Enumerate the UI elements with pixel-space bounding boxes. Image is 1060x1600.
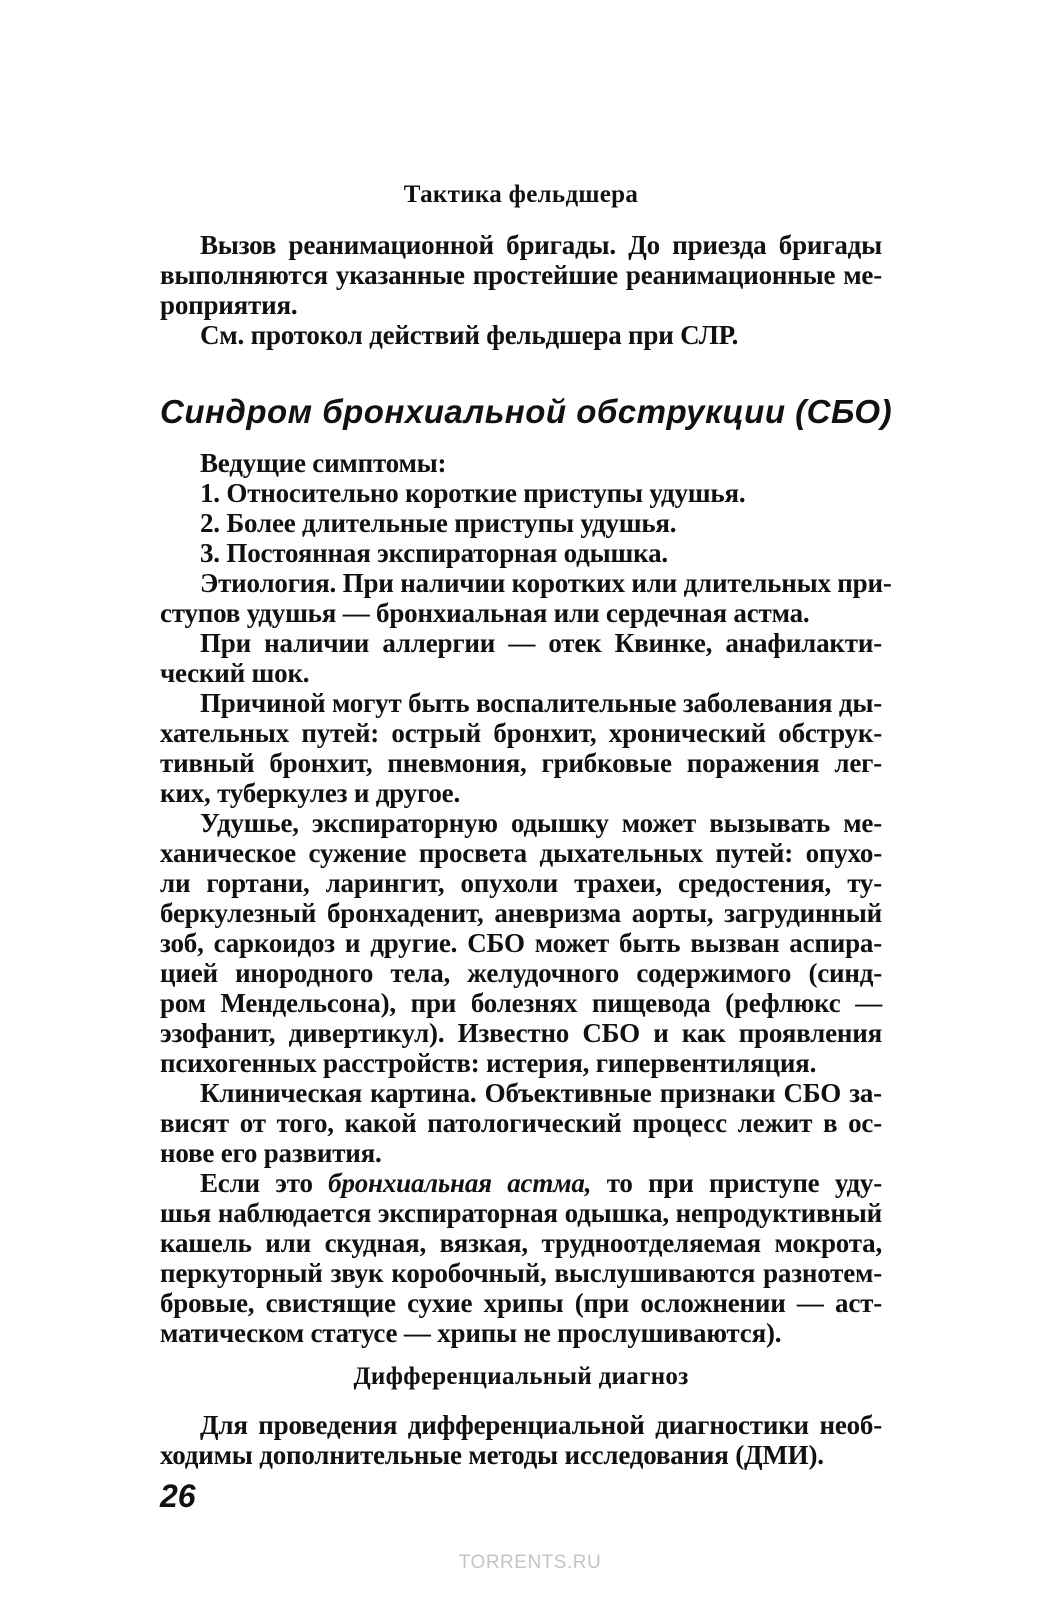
asthma-text-before: Если это bbox=[200, 1168, 313, 1198]
causes-line: тивный бронхит, пневмония, грибковые поражения лег- bbox=[160, 748, 882, 778]
tactics-para-line: Вызов реанимационной бригады. До приезда бригады bbox=[200, 230, 882, 260]
symptom-item: 1. Относительно короткие приступы удушья. bbox=[200, 478, 746, 508]
leading-symptoms-label: Ведущие симптомы: bbox=[200, 448, 447, 478]
tactics-para-line: роприятия. bbox=[160, 290, 298, 320]
causes-line: ких, туберкулез и другое. bbox=[160, 778, 460, 808]
book-page bbox=[160, 180, 893, 1470]
etiology-line: ступов удушья — бронхиальная или сердечная астма. bbox=[160, 598, 810, 628]
clinical-line: нове его развития. bbox=[160, 1138, 382, 1168]
symptom-item: 3. Постоянная экспираторная одышка. bbox=[200, 538, 668, 568]
differential-line: ходимы дополнительные методы исследования (ДМИ). bbox=[160, 1440, 824, 1470]
differential-heading: Дифференциальный диагноз bbox=[353, 1363, 689, 1390]
page-number: 26 bbox=[160, 1478, 196, 1514]
tactics-heading: Тактика фельдшера bbox=[403, 181, 639, 208]
asthma-line: перкуторный звук коробочный, выслушиваются разнотем- bbox=[160, 1258, 882, 1288]
watermark: TORRENTS.RU bbox=[458, 1552, 602, 1573]
suffocation-line: ли гортани, ларингит, опухоли трахеи, средостения, ту- bbox=[160, 868, 882, 898]
tactics-protocol-line: См. протокол действий фельдшера при СЛР. bbox=[200, 320, 739, 350]
allergy-line: При наличии аллергии — отек Квинке, анафилакти- bbox=[200, 628, 882, 658]
clinical-label: Клиническая картина. bbox=[200, 1078, 477, 1108]
section-title: Синдром бронхиальной обструкции (СБО) bbox=[160, 393, 893, 430]
tactics-para-line: выполняются указанные простейшие реанимационные ме- bbox=[160, 260, 882, 290]
allergy-line: ческий шок. bbox=[160, 658, 310, 688]
suffocation-line: ром Мендельсона), при болезнях пищевода (рефлюкс — bbox=[160, 988, 882, 1018]
asthma-line: бровые, свистящие сухие хрипы (при осложнении — аст- bbox=[160, 1288, 882, 1318]
etiology-line bbox=[160, 568, 892, 598]
asthma-text-after: то при приступе уду- bbox=[606, 1168, 883, 1198]
etiology-label: Этиология. bbox=[200, 568, 337, 598]
differential-line: Для проведения дифференциальной диагностики необ- bbox=[200, 1410, 882, 1440]
clinical-line: висят от того, какой патологический процесс лежит в ос- bbox=[160, 1108, 882, 1138]
asthma-line: шья наблюдается экспираторная одышка, непродуктивный bbox=[160, 1198, 882, 1228]
suffocation-line: цией инородного тела, желудочного содержимого (синд- bbox=[160, 958, 882, 988]
asthma-line: кашель или скудная, вязкая, трудноотделяемая мокрота, bbox=[160, 1228, 882, 1258]
suffocation-line: Удушье, экспираторную одышку может вызывать ме- bbox=[200, 808, 882, 838]
suffocation-line: зоб, саркоидоз и другие. СБО может быть вызван аспира- bbox=[160, 928, 882, 958]
causes-line: Причиной могут быть воспалительные заболевания ды- bbox=[200, 688, 882, 718]
asthma-line: матическом статусе — хрипы не прослушиваются). bbox=[160, 1318, 782, 1348]
etiology-text: При наличии коротких или длительных при- bbox=[342, 568, 892, 598]
asthma-line bbox=[160, 1168, 882, 1198]
suffocation-line: эзофанит, дивертикул). Известно СБО и как проявления bbox=[160, 1018, 882, 1048]
causes-line: хательных путей: острый бронхит, хронический обструк- bbox=[160, 718, 882, 748]
symptom-item: 2. Более длительные приступы удушья. bbox=[200, 508, 677, 538]
suffocation-line: беркулезный бронхаденит, аневризма аорты, загрудинный bbox=[160, 898, 882, 928]
clinical-line bbox=[160, 1078, 882, 1108]
clinical-text: Объективные признаки СБО за- bbox=[484, 1078, 882, 1108]
asthma-term: бронхиальная астма, bbox=[328, 1168, 592, 1198]
suffocation-line: психогенных расстройств: истерия, гипервентиляция. bbox=[160, 1048, 817, 1078]
suffocation-line: ханическое сужение просвета дыхательных путей: опухо- bbox=[160, 838, 882, 868]
